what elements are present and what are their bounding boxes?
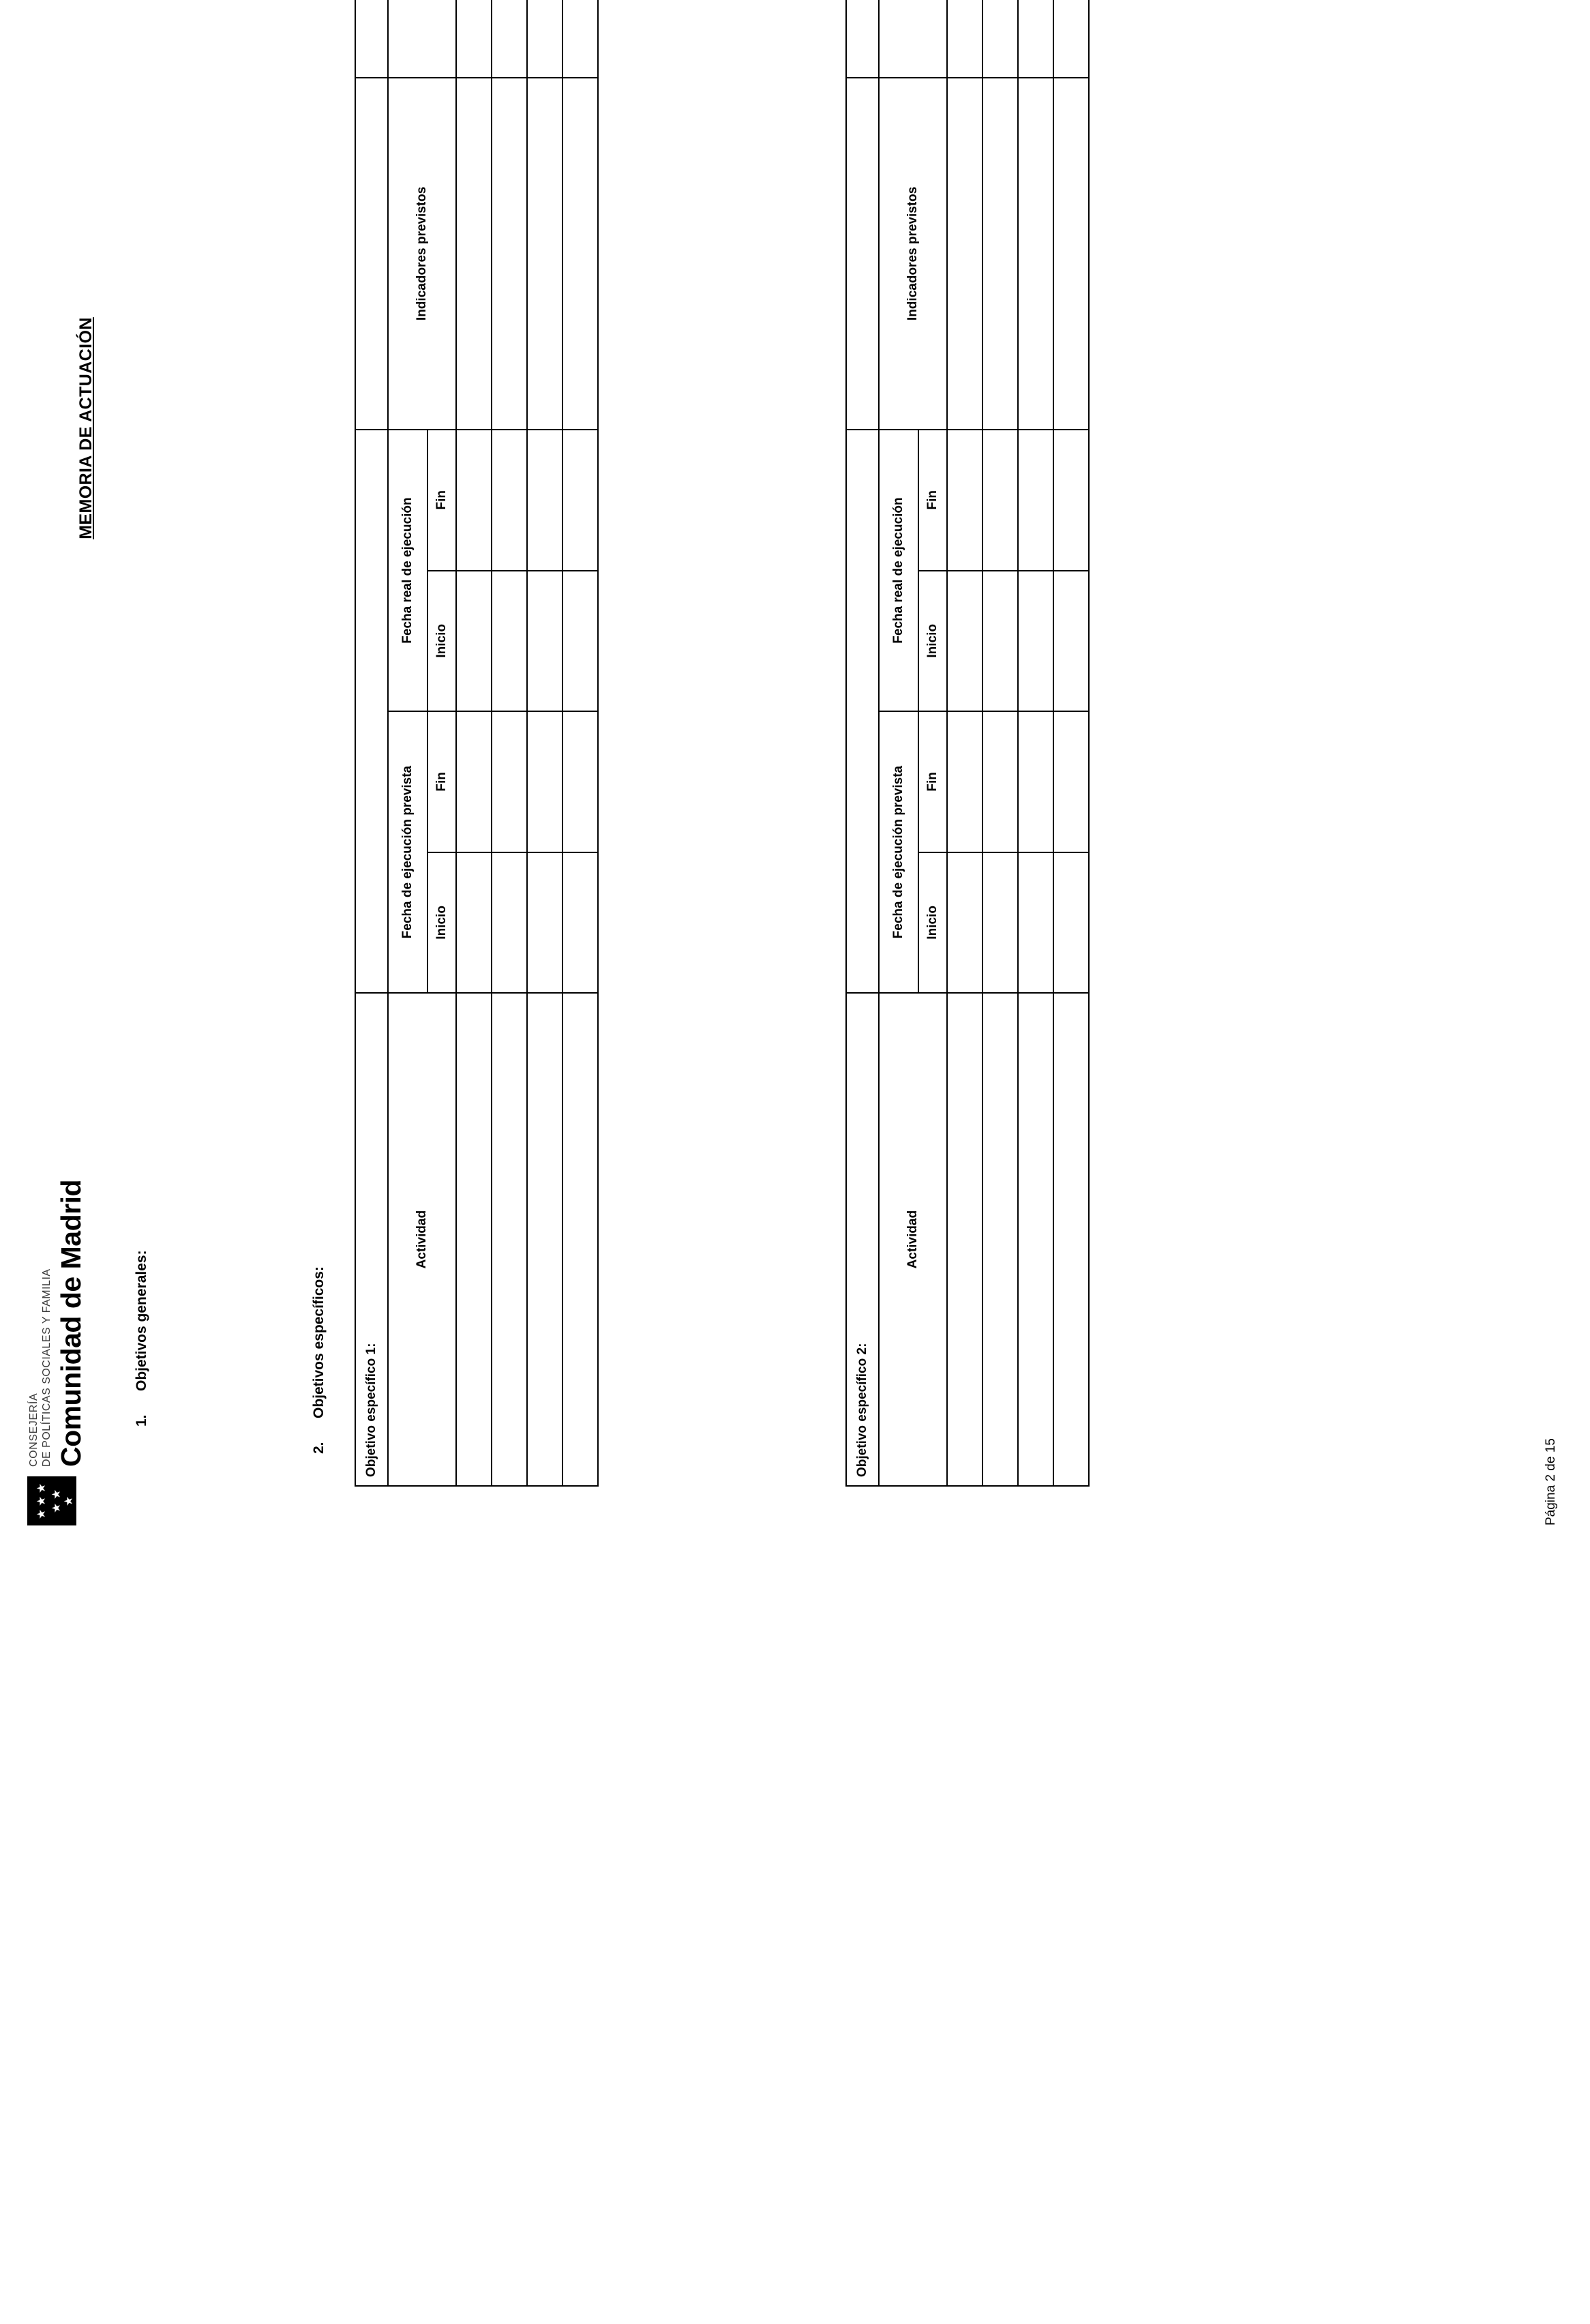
cell-inicio-real[interactable] bbox=[562, 571, 598, 712]
section-number: 1. bbox=[134, 1414, 149, 1427]
section-number: 2. bbox=[311, 1442, 327, 1454]
header-fecha-prevista: Fecha de ejecución prevista bbox=[388, 711, 427, 993]
cell-inicio-prevista[interactable] bbox=[562, 852, 598, 994]
memoria-table-1 bbox=[355, 0, 599, 1487]
table-row[interactable] bbox=[1053, 0, 1089, 1486]
cell-inicio-prevista[interactable] bbox=[456, 852, 492, 994]
table-row[interactable] bbox=[947, 0, 982, 1486]
cell-inicio-real[interactable] bbox=[947, 571, 982, 712]
cell-fin-real[interactable] bbox=[1053, 430, 1089, 571]
cell-indicadores-previstos[interactable] bbox=[527, 78, 562, 430]
objective-block-1 bbox=[355, 0, 599, 1487]
cell-fin-prevista[interactable] bbox=[1018, 711, 1053, 852]
cell-indicadores-alcanzados[interactable] bbox=[1053, 0, 1089, 78]
star-glyph: ★ bbox=[35, 1483, 48, 1493]
cell-indicadores-previstos[interactable] bbox=[1053, 78, 1089, 430]
cell-inicio-real[interactable] bbox=[456, 571, 492, 712]
header-fecha-prevista: Fecha de ejecución prevista bbox=[879, 711, 918, 993]
cell-fin-prevista[interactable] bbox=[1053, 711, 1089, 852]
star-glyph: ★ bbox=[50, 1489, 63, 1500]
star-glyph: ★ bbox=[35, 1508, 48, 1519]
header-inicio-prevista: Inicio bbox=[427, 852, 456, 994]
memoria-table-2 bbox=[845, 0, 1090, 1487]
cell-indicadores-alcanzados[interactable] bbox=[527, 0, 562, 78]
cell-fin-prevista[interactable] bbox=[456, 711, 492, 852]
cell-actividad[interactable] bbox=[527, 993, 562, 1486]
page-title: MEMORIA DE ACTUACIÓN bbox=[76, 317, 95, 539]
cell-actividad[interactable] bbox=[456, 993, 492, 1486]
section-label: Objetivos generales: bbox=[134, 1250, 149, 1391]
page-number: Página 2 de 15 bbox=[1544, 1438, 1558, 1525]
cell-inicio-prevista[interactable] bbox=[947, 852, 982, 994]
cell-actividad[interactable] bbox=[492, 993, 527, 1486]
objective-title-1: Objetivo específico 1: bbox=[355, 993, 388, 1486]
cell-actividad[interactable] bbox=[947, 993, 982, 1486]
section-label: Objetivos específicos: bbox=[311, 1266, 327, 1418]
cell-fin-prevista[interactable] bbox=[947, 711, 982, 852]
cell-indicadores-previstos[interactable] bbox=[492, 78, 527, 430]
table-row[interactable] bbox=[527, 0, 562, 1486]
cell-inicio-prevista[interactable] bbox=[1018, 852, 1053, 994]
objective-block-2 bbox=[845, 0, 1090, 1487]
header-indicadores-alcanzados bbox=[879, 0, 947, 78]
header-fecha-real: Fecha real de ejecución bbox=[879, 430, 918, 711]
cell-fin-prevista[interactable] bbox=[982, 711, 1018, 852]
cell-inicio-real[interactable] bbox=[492, 571, 527, 712]
logo-wordmark: Comunidad de Madrid bbox=[55, 1180, 87, 1467]
cell-inicio-real[interactable] bbox=[527, 571, 562, 712]
cell-indicadores-alcanzados[interactable] bbox=[456, 0, 492, 78]
header-fin-prevista: Fin bbox=[918, 711, 947, 852]
cell-inicio-real[interactable] bbox=[1018, 571, 1053, 712]
header-fin-prevista: Fin bbox=[427, 711, 456, 852]
title-spacer bbox=[846, 0, 879, 78]
cell-fin-prevista[interactable] bbox=[562, 711, 598, 852]
cell-fin-real[interactable] bbox=[456, 430, 492, 571]
table-row[interactable] bbox=[492, 0, 527, 1486]
cell-indicadores-previstos[interactable] bbox=[562, 78, 598, 430]
cell-actividad[interactable] bbox=[1018, 993, 1053, 1486]
cell-inicio-prevista[interactable] bbox=[492, 852, 527, 994]
table-row[interactable] bbox=[1018, 0, 1053, 1486]
cell-indicadores-previstos[interactable] bbox=[456, 78, 492, 430]
section-objetivos-generales bbox=[134, 1250, 150, 1427]
table-header-group-row bbox=[879, 0, 918, 1486]
header-inicio-prevista: Inicio bbox=[918, 852, 947, 994]
header-indicadores-alcanzados bbox=[388, 0, 456, 78]
header-fecha-real: Fecha real de ejecución bbox=[388, 430, 427, 711]
cell-indicadores-previstos[interactable] bbox=[947, 78, 982, 430]
star-glyph: ★ bbox=[62, 1495, 75, 1506]
header-actividad: Actividad bbox=[879, 993, 947, 1486]
objective-title-row bbox=[355, 0, 388, 1486]
cell-indicadores-previstos[interactable] bbox=[982, 78, 1018, 430]
cell-fin-real[interactable] bbox=[982, 430, 1018, 571]
section-objetivos-especificos bbox=[311, 1266, 327, 1454]
objective-title-2: Objetivo específico 2: bbox=[846, 993, 879, 1486]
header-actividad: Actividad bbox=[388, 993, 456, 1486]
table-row[interactable] bbox=[562, 0, 598, 1486]
cell-indicadores-alcanzados[interactable] bbox=[982, 0, 1018, 78]
table-row[interactable] bbox=[982, 0, 1018, 1486]
cell-indicadores-alcanzados[interactable] bbox=[492, 0, 527, 78]
cell-fin-real[interactable] bbox=[947, 430, 982, 571]
star-glyph: ★ bbox=[50, 1502, 63, 1513]
star-glyph: ★ bbox=[35, 1495, 48, 1506]
title-spacer bbox=[846, 430, 879, 993]
madrid-stars-icon bbox=[27, 1476, 76, 1525]
cell-indicadores-alcanzados[interactable] bbox=[562, 0, 598, 78]
cell-fin-real[interactable] bbox=[527, 430, 562, 571]
table-row[interactable] bbox=[456, 0, 492, 1486]
cell-actividad[interactable] bbox=[562, 993, 598, 1486]
cell-inicio-real[interactable] bbox=[1053, 571, 1089, 712]
cell-inicio-real[interactable] bbox=[982, 571, 1018, 712]
logo-department-line: DE POLÍTICAS SOCIALES Y FAMILIA bbox=[41, 1268, 52, 1467]
title-spacer bbox=[355, 0, 388, 78]
header-indicadores-previstos: Indicadores previstos bbox=[388, 78, 456, 430]
cell-fin-real[interactable] bbox=[1018, 430, 1053, 571]
title-spacer bbox=[355, 78, 388, 430]
cell-inicio-prevista[interactable] bbox=[527, 852, 562, 994]
title-spacer bbox=[355, 430, 388, 993]
cell-indicadores-previstos[interactable] bbox=[1018, 78, 1053, 430]
cell-inicio-prevista[interactable] bbox=[982, 852, 1018, 994]
header-inicio-real: Inicio bbox=[918, 571, 947, 712]
cell-fin-prevista[interactable] bbox=[527, 711, 562, 852]
title-spacer bbox=[846, 78, 879, 430]
header-fin-real: Fin bbox=[427, 430, 456, 571]
cell-indicadores-alcanzados[interactable] bbox=[947, 0, 982, 78]
cell-fin-prevista[interactable] bbox=[492, 711, 527, 852]
cell-actividad[interactable] bbox=[982, 993, 1018, 1486]
cell-fin-real[interactable] bbox=[492, 430, 527, 571]
cell-fin-real[interactable] bbox=[562, 430, 598, 571]
table-header-group-row bbox=[388, 0, 427, 1486]
header-fin-real: Fin bbox=[918, 430, 947, 571]
header-indicadores-previstos: Indicadores previstos bbox=[879, 78, 947, 430]
cell-inicio-prevista[interactable] bbox=[1053, 852, 1089, 994]
logo-consejeria-line: CONSEJERÍA bbox=[28, 1392, 40, 1467]
cell-indicadores-alcanzados[interactable] bbox=[1018, 0, 1053, 78]
objective-title-row bbox=[846, 0, 879, 1486]
header-inicio-real: Inicio bbox=[427, 571, 456, 712]
cell-actividad[interactable] bbox=[1053, 993, 1089, 1486]
